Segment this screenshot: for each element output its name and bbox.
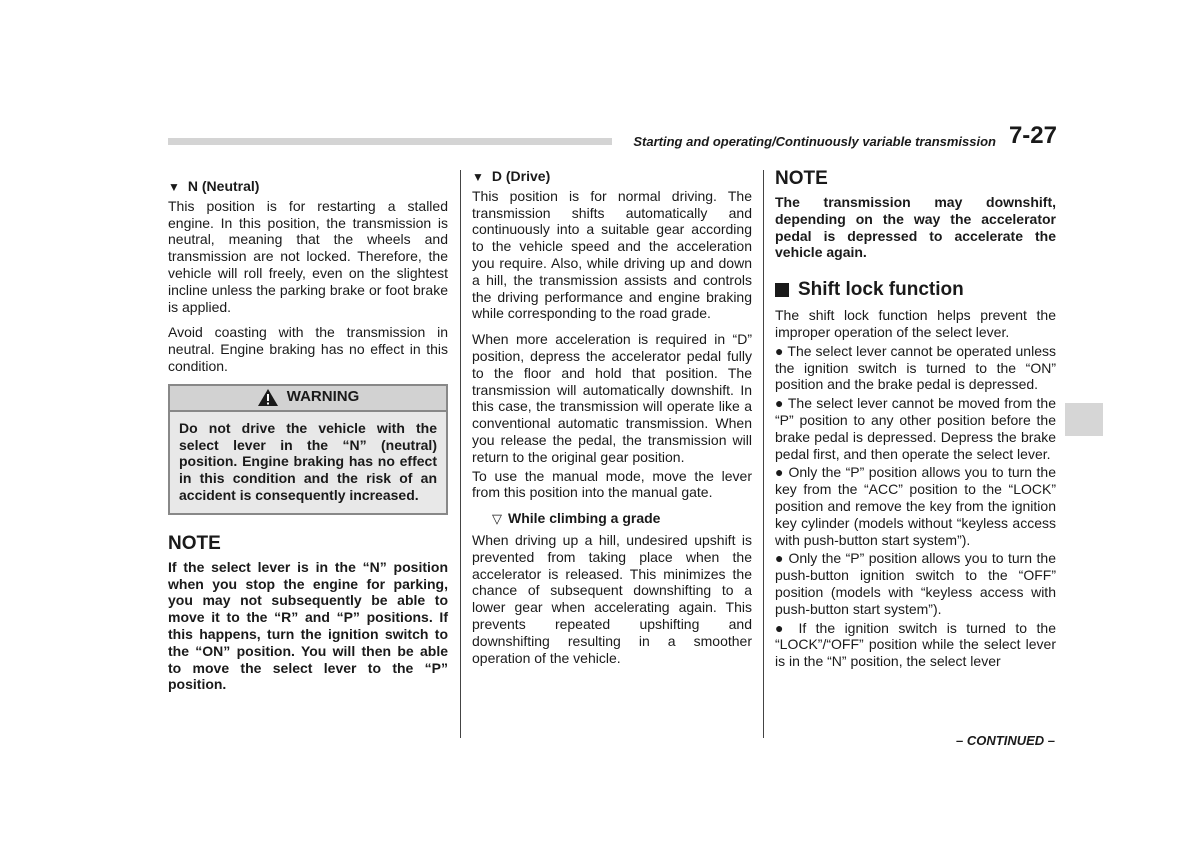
page-number: 7-27 <box>1008 122 1057 149</box>
warning-label: WARNING <box>286 388 360 406</box>
shift-lock-title: Shift lock function <box>775 279 1056 301</box>
continued-label: – CONTINUED – <box>956 733 1055 748</box>
drive-paragraph-1: This position is for normal driving. The transmission shifts automatically and continuously into a suitable gear according to the vehicle speed and the acceleration you require. Also, while driving up and down a hill, the transmission assists and controls the driving performance and engine braking while corresponding to the road grade. <box>472 187 752 322</box>
neutral-paragraph-1: This position is for restarting a stalled engine. In this position, the transmission is neutral, meaning that the wheels and transmission are not locked. Therefore, the vehicle will roll freely, even on the slightest incline unless the parking brake or foot brake is applied. <box>168 197 448 315</box>
middle-column <box>472 168 752 675</box>
note-title-right: NOTE <box>775 168 828 189</box>
shift-lock-bullet: ● Only the “P” position allows you to turn the key from the “ACC” position to the “LOCK” position and remove the key from the ignition key cylinder (models without “keyless access with push-button start system”). <box>775 464 1056 548</box>
climbing-paragraph: When driving up a hill, undesired upshift is prevented from taking place when the accelerator is released. This minimizes the chance of subsequent downshifting to a lower gear when accelerating again. This prevents repeated upshifting and downshifting resulting in a smoother operation of the vehicle. <box>472 531 752 666</box>
warning-box <box>168 384 448 515</box>
solid-triangle-icon: ▼ <box>168 180 180 194</box>
shift-lock-bullet: ● The select lever cannot be operated unless the ignition switch is turned to the “ON” position and the brake pedal is depressed. <box>775 342 1056 393</box>
note-text-left: If the select lever is in the “N” position when you stop the engine for parking, you may not subsequently be able to move it to the “R” and “P” positions. If this happens, turn the ignition switch to the “ON” position. You will then be able to move the select lever to the “P” position. <box>168 558 448 693</box>
shift-lock-bullet: ● If the ignition switch is turned to the “LOCK”/“OFF” position while the select lever is in the “N” position, the select lever <box>775 619 1056 670</box>
drive-paragraph-2: When more acceleration is required in “D” position, depress the accelerator pedal fully to the floor and hold that position. The transmission will automatically downshift. In this case, the transmission will operate like a conventional automatic transmission. When you release the pedal, the transmission will return to the original gear position. <box>472 331 752 465</box>
note-text-right: The transmission may downshift, depending on the way the accelerator pedal is depressed to accelerate the vehicle again. <box>775 194 1056 261</box>
right-column <box>775 168 1056 672</box>
drive-heading: ▼ D (Drive) <box>472 168 551 184</box>
shift-lock-intro: The shift lock function helps prevent the improper operation of the select lever. <box>775 307 1056 340</box>
neutral-paragraph-2: Avoid coasting with the transmission in neutral. Engine braking has no effect in this condition. <box>168 324 448 374</box>
shift-lock-bullet: ● Only the “P” position allows you to turn the push-button ignition switch to the “OFF” position (models with “keyless access with push-button start system”). <box>775 550 1056 617</box>
header-section-title: Starting and operating/Continuously variable transmission <box>633 134 996 149</box>
drive-paragraph-3: To use the manual mode, move the lever from this position into the manual gate. <box>472 467 752 501</box>
shift-lock-bullet: ● The select lever cannot be moved from the “P” position to any other position before the brake pedal is depressed. Depress the brake pedal first, and then operate the select lever. <box>775 395 1056 462</box>
outline-triangle-icon: ▽ <box>492 511 502 527</box>
neutral-heading: ▼ N (Neutral) <box>168 178 260 194</box>
climbing-heading: ▽ While climbing a grade <box>492 510 661 527</box>
note-title-left: NOTE <box>168 532 221 554</box>
warning-triangle-icon <box>257 388 279 407</box>
header-bar <box>168 138 612 145</box>
column-divider-left <box>460 170 461 738</box>
solid-triangle-icon: ▼ <box>472 170 484 184</box>
left-column <box>168 168 448 693</box>
warning-header <box>170 386 446 412</box>
square-bullet-icon <box>775 283 789 297</box>
chapter-tab-marker <box>1065 403 1103 436</box>
warning-text: Do not drive the vehicle with the select lever in the “N” (neutral) position. Engine braking has no effect in this condition and the risk of an accident is consequently increased. <box>170 412 446 513</box>
column-divider-right <box>763 170 764 738</box>
